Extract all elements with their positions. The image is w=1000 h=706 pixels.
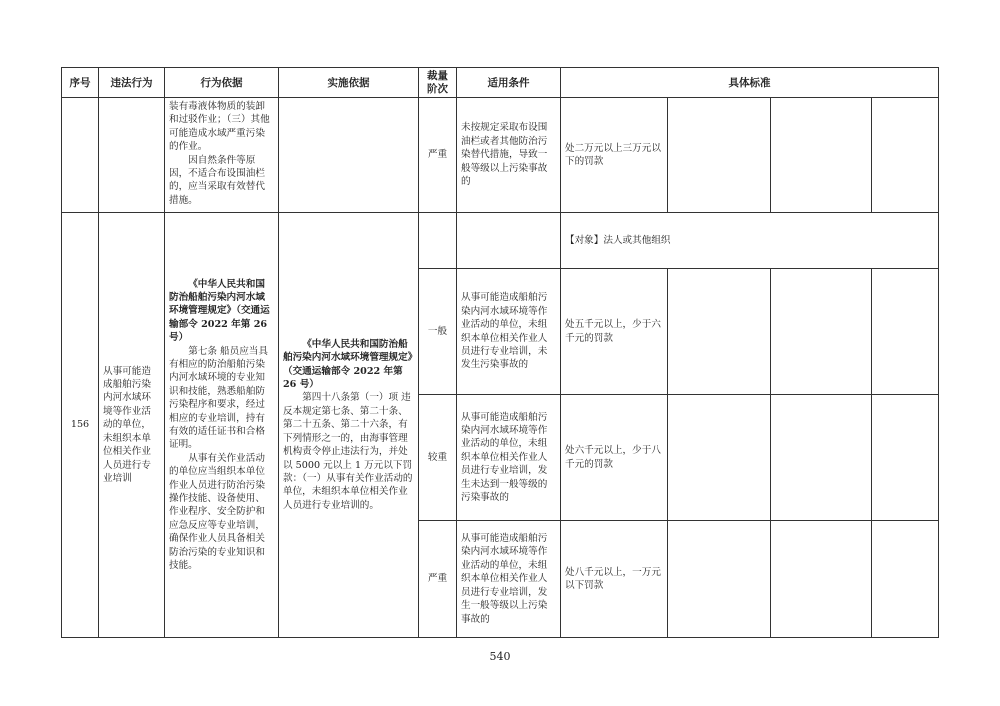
row156-basis-p2: 从事有关作业活动的单位应当组织本单位作业人员进行防治污染操作技能、设备使用、作业程序、安全防护和应急反应等专业培训，确保作业人员具备相关防治污染的专业知识和技能。 xyxy=(169,452,265,572)
prev-degree: 严重 xyxy=(419,98,457,213)
level-severe-degree: 严重 xyxy=(419,521,457,638)
row156-impl-title: 《中华人民共和国防治船舶污染内河水域环境管理规定》（交通运输部令 2022 年第 26 号） xyxy=(283,338,413,391)
header-standard: 具体标准 xyxy=(561,68,939,98)
row156-basis-cell xyxy=(165,213,279,638)
row156-seq: 156 xyxy=(62,213,99,638)
prev-basis-p1: 装有毒液体物质的装卸和过驳作业；（三）其他可能造成水域严重污染的作业。 xyxy=(169,101,270,153)
header-basis: 行为依据 xyxy=(165,68,279,98)
penalty-standard-table xyxy=(61,67,939,638)
penalty-table-page xyxy=(61,67,938,636)
row156-basis-title: 《中华人民共和国防治船舶污染内河水域环境管理规定》（交通运输部令 2022 年第 26 号） xyxy=(169,278,270,344)
cell-empty xyxy=(62,98,99,213)
cell-empty xyxy=(668,521,771,638)
prev-standard: 处二万元以上三万元以下的罚款 xyxy=(561,98,668,213)
header-violation: 违法行为 xyxy=(99,68,165,98)
page-number: 540 xyxy=(489,650,511,663)
cell-empty xyxy=(872,395,939,521)
row156-violation: 从事可能造成船舶污染内河水域环境等作业活动的单位，未组织本单位相关作业人员进行专业培训 xyxy=(99,213,165,638)
level-general-condition: 从事可能造成船舶污染内河水域环境等作业活动的单位，未组织本单位相关作业人员进行专业培训，未发生污染事故的 xyxy=(457,269,561,395)
level-general-degree: 一般 xyxy=(419,269,457,395)
table-row xyxy=(62,98,939,213)
cell-empty xyxy=(872,521,939,638)
prev-basis-p2: 因自然条件等原因，不适合布设围油栏的，应当采取有效替代措施。 xyxy=(169,154,265,206)
header-degree-line1: 裁量 xyxy=(427,69,448,82)
cell-empty xyxy=(279,98,419,213)
row156-impl-cell xyxy=(279,213,419,638)
cell-empty xyxy=(99,98,165,213)
cell-empty xyxy=(771,98,872,213)
level-severe-standard: 处八千元以上，一万元以下罚款 xyxy=(561,521,668,638)
level-serious-degree: 较重 xyxy=(419,395,457,521)
cell-empty xyxy=(771,395,872,521)
header-seq: 序号 xyxy=(62,68,99,98)
prev-condition: 未按规定采取布设围油栏或者其他防治污染替代措施，导致一般等级以上污染事故的 xyxy=(457,98,561,213)
row156-target: 【对象】法人或其他组织 xyxy=(561,213,939,269)
level-serious-standard: 处六千元以上，少于八千元的罚款 xyxy=(561,395,668,521)
header-impl-basis: 实施依据 xyxy=(279,68,419,98)
level-severe-condition: 从事可能造成船舶污染内河水域环境等作业活动的单位，未组织本单位相关作业人员进行专业培训，发生一般等级以上污染事故的 xyxy=(457,521,561,638)
header-degree-line2: 阶次 xyxy=(427,82,448,95)
cell-empty xyxy=(771,521,872,638)
header-conditions: 适用条件 xyxy=(457,68,561,98)
table-row xyxy=(62,213,939,269)
row156-impl-body: 第四十八条第（一）项 违反本规定第七条、第二十条、第二十五条、第二十六条，有下列情形之一的，由海事管理机构责令停止违法行为，并处以 5000 元以上 1 万元以下罚款：（一）从事有关作业活动的单位，未组织本单位相关作业人员进行专业培训的。 xyxy=(283,392,413,511)
cell-empty xyxy=(457,213,561,269)
cell-empty xyxy=(872,98,939,213)
cell-empty xyxy=(668,98,771,213)
cell-empty xyxy=(771,269,872,395)
row156-basis-p1: 第七条 船员应当具有相应的防治船舶污染内河水域环境的专业知识和技能，熟悉船舶防污染程序和要求，经过相应的专业培训，持有有效的适任证书和合格证明。 xyxy=(169,345,268,451)
level-general-standard: 处五千元以上，少于六千元的罚款 xyxy=(561,269,668,395)
level-serious-condition: 从事可能造成船舶污染内河水域环境等作业活动的单位，未组织本单位相关作业人员进行专业培训，发生未达到一般等级的污染事故的 xyxy=(457,395,561,521)
prev-basis-cell xyxy=(165,98,279,213)
table-header-row xyxy=(62,68,939,98)
header-degree xyxy=(419,68,457,98)
cell-empty xyxy=(668,395,771,521)
cell-empty xyxy=(419,213,457,269)
cell-empty xyxy=(668,269,771,395)
cell-empty xyxy=(872,269,939,395)
